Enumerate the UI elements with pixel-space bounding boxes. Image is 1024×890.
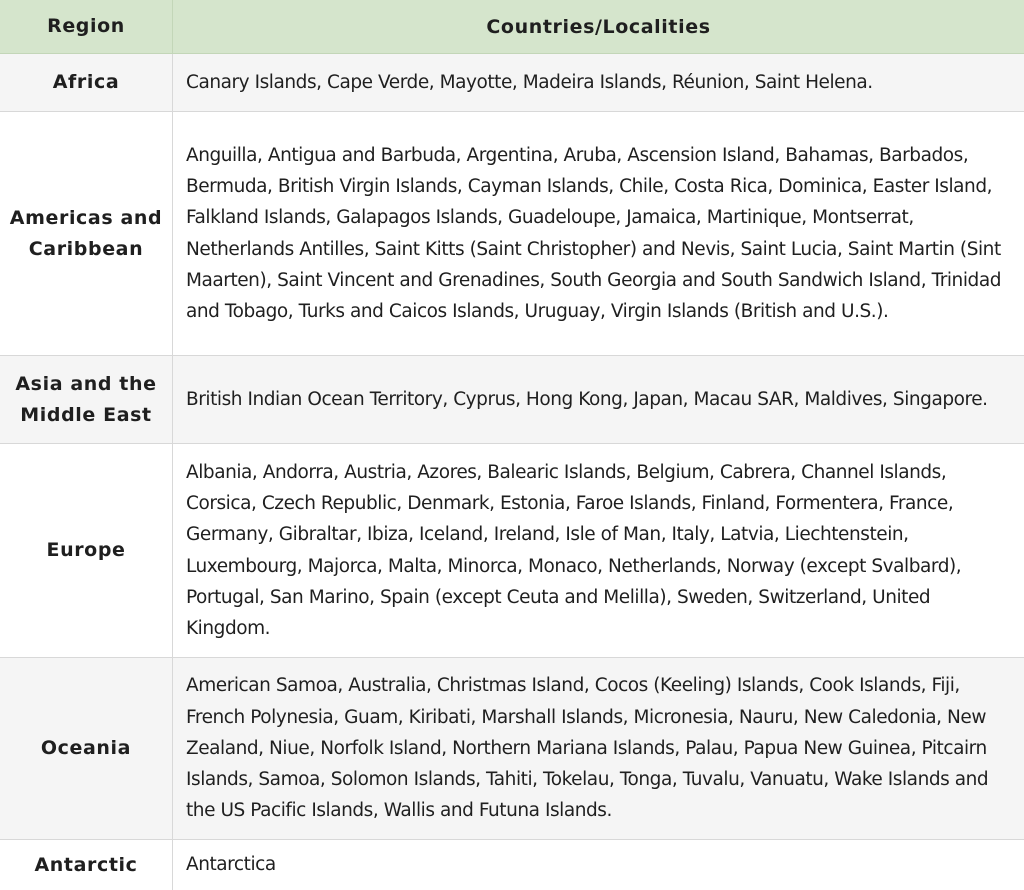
countries-cell-antarctic: Antarctica bbox=[186, 854, 276, 876]
countries-cell-oceania: American Samoa, Australia, Christmas Island, Cocos (Keeling) Islands, Cook Islands, Fiji, French Polynesia, Guam, Kiribati, Marshall Islands, Micronesia, Nauru, New Caledonia, New Zealand, Niue, Norfolk Island, Northern Mariana Islands, Palau, Papua New Guinea, Pitcairn Islands, Samoa, Solomon Islands, Tahiti, Tokelau, Tonga, Tuvalu, Vanuatu, Wake Islands and the US Pacific Islands, Wallis and Futuna Islands. bbox=[173, 658, 1024, 840]
countries-cell-americas: Anguilla, Antigua and Barbuda, Argentina, Aruba, Ascension Island, Bahamas, Barbados, Bermuda, British Virgin Islands, Cayman Islands, Chile, Costa Rica, Dominica, Easter Island, Falkland Islands, Galapagos Islands, Guadeloupe, Jamaica, Martinique, Montserrat, Netherlands Antilles, Saint Kitts (Saint Christopher) and Nevis, Saint Lucia, Saint Martin (Sint Maarten), Saint Vincent and Grenadines, South Georgia and South Sandwich Island, Trinidad and Tobago, Turks and Caicos Islands, Uruguay, Virgin Islands (British and U.S.). bbox=[173, 112, 1024, 356]
region-cell-europe: Europe bbox=[0, 444, 173, 658]
region-cell-oceania: Oceania bbox=[0, 658, 173, 840]
region-column-header: Region bbox=[0, 0, 173, 54]
countries-cell-europe: Albania, Andorra, Austria, Azores, Balearic Islands, Belgium, Cabrera, Channel Islands, Corsica, Czech Republic, Denmark, Estonia, Faroe Islands, Finland, Formentera, France, Germany, Gibraltar, Ibiza, Iceland, Ireland, Isle of Man, Italy, Latvia, Liechtenstein, Luxembourg, Majorca, Malta, Minorca, Monaco, Netherlands, Norway (except Svalbard), Portugal, San Marino, Spain (except Ceuta and Melilla), Sweden, Switzerland, United Kingdom. bbox=[173, 444, 1024, 658]
countries-cell-africa: Canary Islands, Cape Verde, Mayotte, Madeira Islands, Réunion, Saint Helena. bbox=[173, 54, 1024, 112]
region-cell-antarctic: Antarctic bbox=[0, 840, 173, 890]
region-cell-africa: Africa bbox=[0, 54, 173, 112]
region-cell-americas: Americas and Caribbean bbox=[0, 112, 173, 356]
region-cell-asia: Asia and the Middle East bbox=[0, 356, 173, 444]
countries-column-header: Countries/Localities bbox=[173, 0, 1024, 54]
countries-cell-asia: British Indian Ocean Territory, Cyprus, Hong Kong, Japan, Macau SAR, Maldives, Singapore. bbox=[173, 356, 1024, 444]
